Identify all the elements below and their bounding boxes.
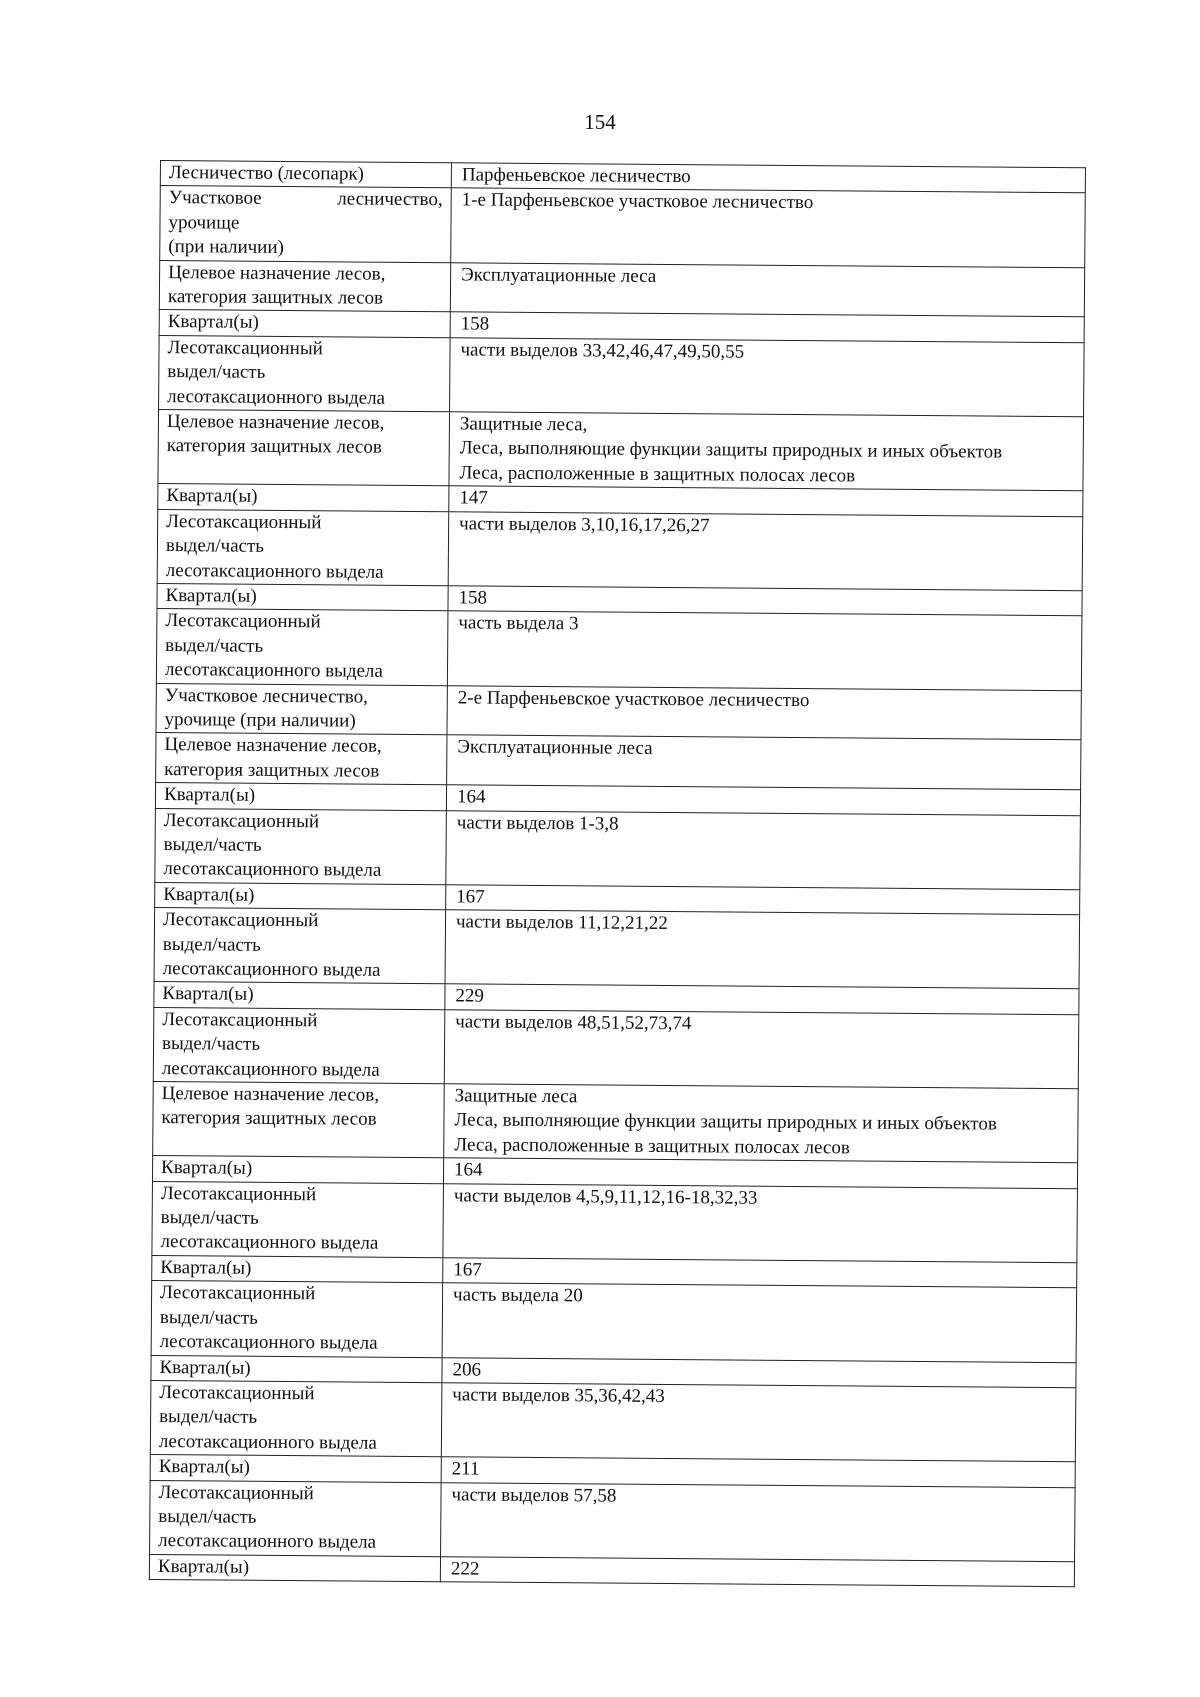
row-label-line: лесотаксационного выдела bbox=[160, 1231, 379, 1255]
row-value bbox=[443, 1183, 1078, 1262]
row-label bbox=[151, 1281, 443, 1358]
row-value bbox=[450, 338, 1085, 417]
row-label-line: выдел/часть bbox=[165, 634, 264, 657]
row-value-line: части выделов 48,51,52,73,74 bbox=[455, 1011, 692, 1035]
row-value bbox=[444, 1010, 1079, 1089]
row-value-line: 167 bbox=[453, 1259, 482, 1281]
row-value-line: часть выдела 20 bbox=[453, 1284, 583, 1307]
row-label-line: Целевое назначение лесов, bbox=[166, 411, 385, 434]
table-row bbox=[154, 908, 1080, 989]
row-value-line: Защитные леса, bbox=[459, 413, 588, 436]
row-value-line: части выделов 11,12,21,22 bbox=[455, 911, 668, 935]
row-label-justified-line bbox=[169, 186, 443, 213]
row-label bbox=[149, 1554, 440, 1582]
row-label-line: Лесотаксационный bbox=[158, 1481, 314, 1504]
row-label-line: Лесотаксационный bbox=[163, 809, 320, 832]
row-label-line: Лесотаксационный bbox=[159, 1381, 315, 1405]
table-row bbox=[153, 1007, 1079, 1088]
row-value-line: 147 bbox=[459, 487, 488, 509]
row-label-word: лесничество, bbox=[337, 188, 443, 211]
row-value bbox=[447, 611, 1082, 690]
row-label-line: выдел/часть bbox=[159, 1306, 258, 1329]
row-label-line: урочище bbox=[168, 211, 240, 234]
row-label-line: Целевое назначение лесов, bbox=[164, 734, 382, 758]
row-value bbox=[442, 1283, 1077, 1362]
row-label-line: категория защитных лесов bbox=[161, 1107, 377, 1131]
row-value bbox=[448, 511, 1083, 590]
row-label-line: категория защитных лесов bbox=[166, 435, 382, 459]
row-label-line: выдел/часть bbox=[165, 535, 265, 557]
row-label bbox=[150, 1380, 442, 1457]
table-row bbox=[156, 683, 1081, 740]
row-value bbox=[445, 910, 1080, 989]
row-label bbox=[155, 882, 446, 910]
table-row bbox=[156, 733, 1081, 790]
row-label-line: (при наличии) bbox=[168, 236, 284, 259]
table-row bbox=[157, 509, 1083, 590]
row-label-line: лесотаксационного выдела bbox=[158, 1530, 377, 1554]
row-label-line: Квартал(ы) bbox=[159, 1356, 251, 1379]
table-row bbox=[151, 1281, 1077, 1362]
row-label-line: категория защитных лесов bbox=[167, 286, 384, 309]
row-value-line: 206 bbox=[452, 1358, 482, 1381]
row-label-line: лесотаксационного выдела bbox=[163, 858, 382, 882]
row-value-line: часть выдела 3 bbox=[458, 612, 579, 635]
row-label-line: Лесотаксационный bbox=[165, 610, 321, 633]
row-value-line: 229 bbox=[455, 985, 485, 1007]
row-label bbox=[159, 310, 450, 338]
row-label bbox=[159, 260, 450, 312]
row-value-line: 211 bbox=[451, 1458, 480, 1480]
row-value bbox=[440, 1556, 1074, 1586]
row-label-line: Квартал(ы) bbox=[163, 883, 255, 906]
row-value-line: части выделов 57,58 bbox=[451, 1483, 617, 1507]
row-label bbox=[155, 808, 447, 885]
row-label-line: Лесотаксационный bbox=[162, 909, 319, 932]
row-label-line: Лесотаксационный bbox=[166, 510, 322, 533]
row-label bbox=[155, 783, 446, 811]
row-label-line: Участковое лесничество, bbox=[164, 684, 369, 708]
row-label-line: Лесотаксационный bbox=[167, 336, 323, 360]
table-row bbox=[159, 335, 1085, 416]
row-label-line: лесотаксационного выдела bbox=[161, 1057, 380, 1081]
row-value-line: Леса, выполняющие функции защиты природных и иных объектов bbox=[459, 437, 1003, 464]
row-label-line: Квартал(ы) bbox=[161, 1157, 253, 1180]
row-label-line: выдел/часть bbox=[159, 1406, 258, 1429]
row-label-line: Квартал(ы) bbox=[167, 311, 259, 334]
row-value-line: 164 bbox=[456, 786, 486, 808]
row-value bbox=[441, 1383, 1076, 1462]
row-value-line: Леса, расположенные в защитных полосах лесов bbox=[454, 1134, 850, 1159]
row-label bbox=[156, 733, 447, 785]
row-value-line: 158 bbox=[458, 587, 488, 609]
row-label bbox=[152, 1181, 444, 1258]
row-label-line: выдел/часть bbox=[158, 1505, 257, 1528]
row-value bbox=[450, 262, 1084, 317]
row-label bbox=[160, 161, 451, 189]
forestry-table bbox=[149, 160, 1086, 1587]
row-label-line: лесотаксационного выдела bbox=[165, 559, 384, 583]
row-value-line: Леса, выполняющие функции защиты природных и иных объектов bbox=[454, 1109, 997, 1136]
row-value-line: 1-е Парфеньевское участковое лесничество bbox=[461, 189, 814, 214]
row-label bbox=[157, 583, 448, 611]
row-label bbox=[152, 1156, 443, 1184]
row-label bbox=[158, 410, 450, 487]
row-value-line: Эксплуатационные леса bbox=[461, 263, 657, 287]
table-row bbox=[155, 808, 1081, 889]
row-value-line: Эксплуатационные леса bbox=[457, 736, 653, 760]
row-label bbox=[159, 335, 451, 412]
row-value-line: Леса, расположенные в защитных полосах лесов bbox=[459, 462, 856, 487]
row-label-line: Лесотаксационный bbox=[160, 1282, 316, 1305]
row-value bbox=[446, 810, 1081, 889]
forestry-table-body bbox=[149, 161, 1085, 1587]
table-row bbox=[153, 1082, 1079, 1163]
row-label-line: лесотаксационного выдела bbox=[167, 385, 386, 409]
table-row bbox=[156, 609, 1082, 690]
row-value bbox=[447, 685, 1081, 740]
row-value-line: 158 bbox=[460, 313, 490, 336]
row-label-line: выдел/часть bbox=[160, 1207, 259, 1229]
row-label bbox=[150, 1480, 442, 1557]
row-label-line: Квартал(ы) bbox=[166, 485, 258, 508]
table-row bbox=[160, 186, 1086, 267]
row-value bbox=[449, 412, 1084, 491]
row-label bbox=[157, 509, 449, 586]
page-number: 154 bbox=[584, 110, 616, 134]
row-label-line: Квартал(ы) bbox=[160, 1256, 252, 1279]
row-label-line: Квартал(ы) bbox=[165, 584, 257, 607]
row-value-line: 222 bbox=[450, 1558, 480, 1580]
row-label-line: выдел/часть bbox=[162, 933, 261, 956]
row-label bbox=[154, 982, 445, 1010]
table-row bbox=[152, 1181, 1078, 1262]
row-label-line: выдел/часть bbox=[163, 834, 262, 856]
row-value-line: 164 bbox=[453, 1159, 483, 1181]
row-label bbox=[158, 484, 449, 512]
row-label-line: лесотаксационного выдела bbox=[158, 1430, 377, 1454]
row-label bbox=[156, 609, 448, 686]
row-label bbox=[153, 1082, 445, 1159]
row-label-line: лесотаксационного выдела bbox=[162, 958, 381, 981]
table-row bbox=[150, 1380, 1076, 1461]
row-label-line: Квартал(ы) bbox=[162, 983, 254, 1006]
row-value-line: Парфеньевское лесничество bbox=[461, 164, 691, 188]
row-label bbox=[160, 186, 452, 263]
row-value-line: Защитные леса bbox=[454, 1085, 578, 1108]
row-label-line: Целевое назначение лесов, bbox=[161, 1083, 380, 1106]
row-label-line: лесотаксационного выдела bbox=[159, 1331, 378, 1354]
row-value-line: части выделов 33,42,46,47,49,50,55 bbox=[460, 339, 745, 363]
row-value bbox=[451, 188, 1086, 267]
row-label-line: урочище (при наличии) bbox=[164, 708, 356, 732]
row-label-line: лесотаксационного выдела bbox=[164, 659, 383, 682]
row-value bbox=[444, 1084, 1079, 1163]
row-value-line: части выделов 1-3,8 bbox=[456, 811, 619, 835]
table-row bbox=[158, 410, 1084, 491]
row-label-line: выдел/часть bbox=[167, 361, 266, 384]
row-value-line: части выделов 4,5,9,11,12,16-18,32,33 bbox=[453, 1184, 758, 1209]
row-label-line: Лесничество (лесопарк) bbox=[168, 162, 365, 185]
row-label-line: Лесотаксационный bbox=[162, 1008, 318, 1032]
row-label bbox=[151, 1355, 442, 1383]
row-label bbox=[156, 683, 447, 735]
row-value-line: части выделов 35,36,42,43 bbox=[452, 1384, 665, 1407]
row-value-line: 2-е Парфеньевское участковое лесничество bbox=[457, 686, 810, 711]
row-value-line: 167 bbox=[456, 886, 485, 908]
row-label bbox=[153, 1007, 445, 1084]
row-label bbox=[154, 908, 446, 985]
row-label-line: категория защитных лесов bbox=[164, 758, 380, 782]
table-row bbox=[159, 260, 1084, 317]
table-row bbox=[150, 1480, 1076, 1561]
row-label bbox=[152, 1255, 443, 1283]
row-label-line: Квартал(ы) bbox=[163, 784, 256, 806]
row-label-line: Лесотаксационный bbox=[160, 1182, 317, 1205]
row-value bbox=[441, 1482, 1076, 1561]
row-value bbox=[447, 735, 1081, 790]
row-label-word: Участковое bbox=[168, 187, 262, 210]
row-label-line: Квартал(ы) bbox=[157, 1555, 250, 1578]
row-label-line: выдел/часть bbox=[161, 1033, 261, 1056]
row-value-line: части выделов 3,10,16,17,26,27 bbox=[459, 513, 710, 537]
row-label bbox=[150, 1455, 441, 1483]
row-label-line: Квартал(ы) bbox=[158, 1456, 250, 1478]
row-label-line: Целевое назначение лесов, bbox=[168, 261, 386, 285]
